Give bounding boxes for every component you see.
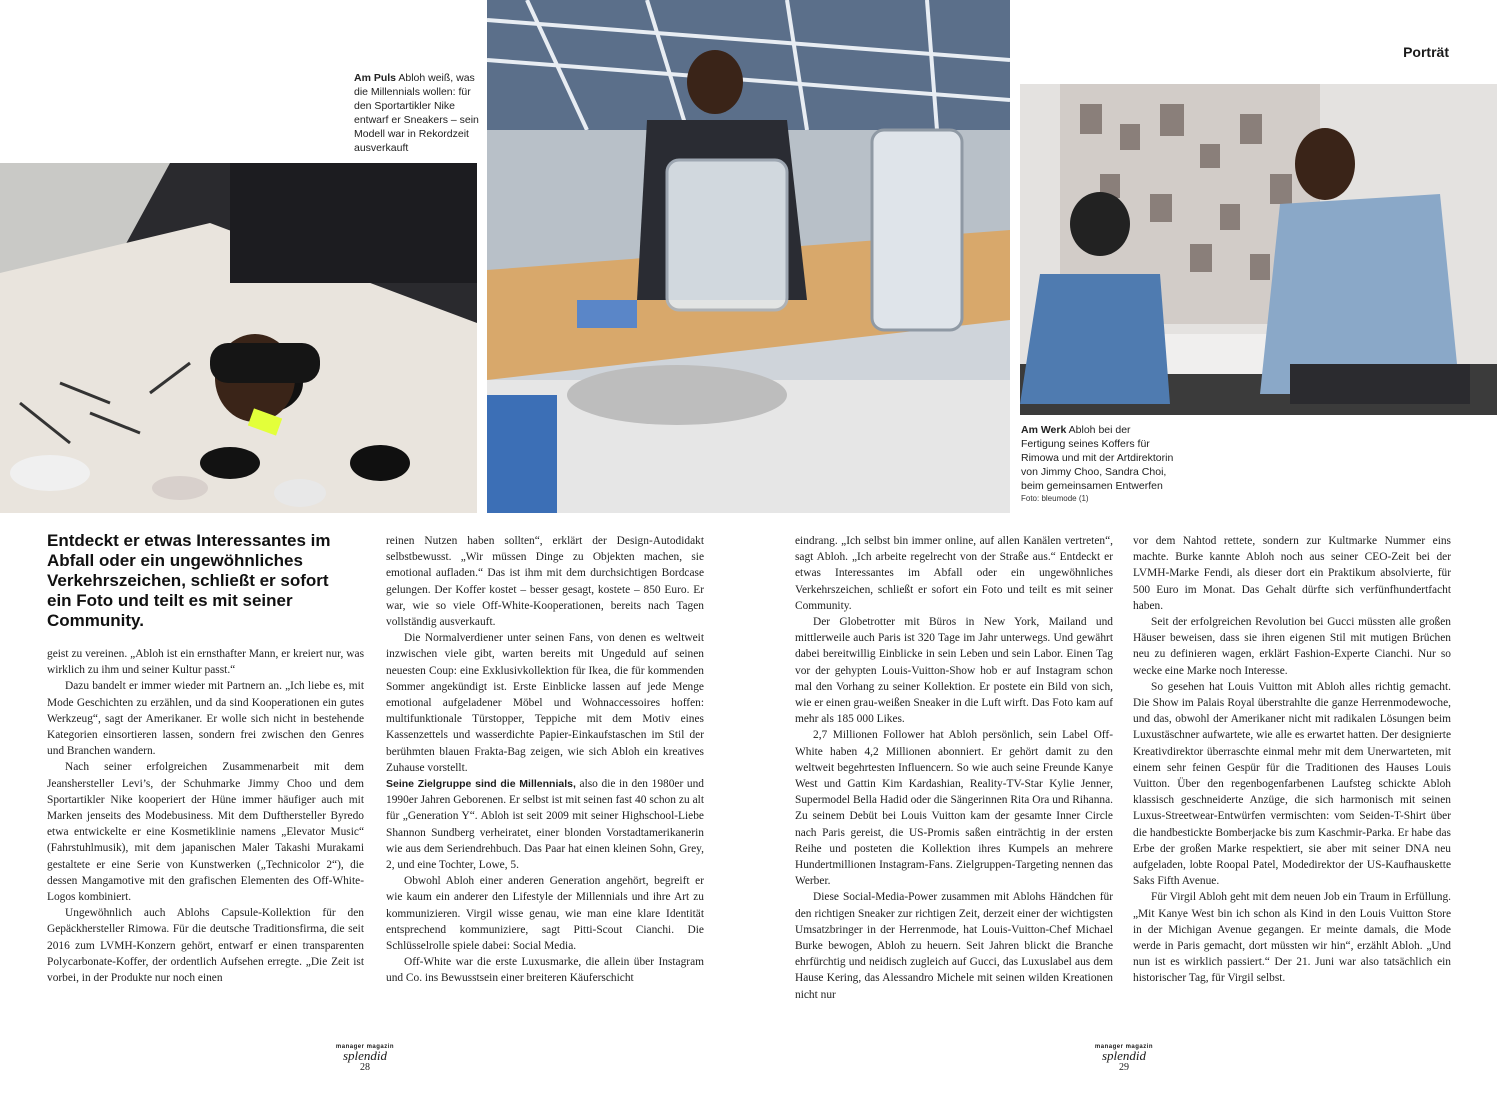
paragraph-lead-rest: also die in den 1980er und 1990er Jahren Geborenen. Er selbst ist mit seinen fast 40 schon zu alt für „Generation Y“. Abloh ist seit 2009 mit seiner Highschool-Liebe Shannon Sundberg verheiratet, einer blonden Vorstadtamerikanerin wie aus dem Seriendrehbuch. Das Paar hat einen kleinen Sohn, Grey, 2, und eine Tochter, Lowe, 5. — [386, 778, 705, 872]
paragraph: Die Normalverdiener unter seinen Fans, von denen es weltweit inzwischen viele gibt, warten bereits mit Ungeduld auf seinen neuesten Coup: eine Exklusivkollektion für Ikea, die für kommenden Sommer angekündigt ist. Erste Einblicke lassen auf jede Menge emotional aufgeladener Möbel und Wohnaccessoires hoffen: multifunktionale Türstopper, Teppiche mit dem Motiv eines Kassenzettels und wasserdichte Papier-Einkaufstaschen im Stil der berühmten blauen Frakta-Bag zeigen, wie sich Abloh ein kreatives Zuhause vorstellt. — [386, 632, 704, 774]
caption-right-title: Am Werk — [1021, 424, 1067, 436]
caption-right — [1021, 423, 1176, 493]
paragraph: So gesehen hat Louis Vuitton mit Abloh alles richtig gemacht. Die Show im Palais Royal überstrahlte die ganze Herrenmodewoche, und das, obwohl der Amerikaner nicht mit radikalen Lösungen beim Luxustäschner aufwartete, wie alle es erwartet hatten. Der designierte Kreativdirektor überraschte einmal mehr mit dem Unerwarteten, mit einem sehr feinen Gespür für die Traditionen des Hauses Louis Vuitton. Über den regenbogenfarbenen Laufsteg schickte Abloh klassisch geschneiderte Anzüge, die sich harmonisch mit seinen Luxus-Streetwear-Entwürfen vermischten: vom Seiden-T-Shirt über die handbestickte Bomberjacke bis zum Kaschmir-Parka. Er habe das Erbe der großen Marke respektiert, sie aber mit seiner DNA neu aufgeladen, lobte Roopal Patel, Modedirektor der US-Kaufhauskette Saks Fifth Avenue. — [1133, 680, 1451, 888]
photo-rimowa-workshop — [487, 0, 1010, 513]
folio-magazine: splendid — [342, 1048, 388, 1063]
paragraph: Obwohl Abloh einer anderen Generation angehört, begreift er wie kaum ein anderer den Lifestyle der Millennials und ihre Art zu kommunizieren. Virgil wisse genau, wie man eine klare Identität entsprechend kommuniziere, sagt Pitti-Scout Cianchi. Die Schlüsselrolle spiele dabei: Social Media. — [386, 875, 704, 953]
page-number: 28 — [360, 1062, 370, 1073]
folio-left — [325, 1044, 405, 1073]
folio-brand: manager magazin — [1094, 1044, 1154, 1050]
caption-left — [354, 71, 479, 155]
paragraph: Diese Social-Media-Power zusammen mit Ablohs Händchen für den richtigen Sneaker zur richtigen Zeit, derzeit einer der wichtigsten Umsatzbringer in der Herrenmode, hat Louis-Vuitton-Chef Michael Burke bewogen, Abloh zu heuern. Seit Jahren blickt die Branche ehrfürchtig und neidisch zugleich auf Gucci, das Luxuslabel aus dem Hause Kering, das Alessandro Michele mit seinen wilden Kreationen nicht nur — [795, 891, 1113, 1001]
paragraph: eindrang. „Ich selbst bin immer online, auf allen Kanälen vertreten“, sagt Abloh. „Ich arbeite regelrecht von der Straße aus.“ Entdeckt er etwas Interessantes im Abfall oder ein ungewöhnliches Verkehrszeichen, schließt er sofort ein Foto und teilt es mit seiner Community. — [795, 535, 1113, 612]
paragraph: Nach seiner erfolgreichen Zusammenarbeit mit dem Jeanshersteller Levi’s, der Schuhmarke Jimmy Choo und dem Sportartikler Nike kooperiert der Hüne immer häufiger auch mit Marken jenseits des Modebusiness. Mit dem Dufthersteller Byredo etwa entwickelte er eine Kosmetiklinie namens „Elevator Music“ (Fahrstuhlmusik), mit dem japanischen Maler Takashi Murakami gestaltete er eine Serie von Kunstwerken („Technicolor 2“), die dessen Mangamotive mit den grafischen Elementen des Off-White-Logos kombiniert. — [47, 761, 364, 904]
paragraph: Seit der erfolgreichen Revolution bei Gucci müssten alle großen Häuser beweisen, dass sie ihren eigenen Stil mit mutigen Brüchen neu zu definieren wagen, erklärt Fashion-Experte Cianchi. Nur so wecke eine Marke noch Interesse. — [1133, 616, 1451, 677]
section-label: Porträt — [1403, 44, 1449, 60]
folio-right — [1084, 1044, 1164, 1073]
text-column-2 — [386, 533, 704, 987]
caption-left-title: Am Puls — [354, 72, 397, 84]
text-column-1 — [47, 646, 364, 986]
paragraph: Der Globetrotter mit Büros in New York, Mailand und mittlerweile auch Paris ist 320 Tage im Jahr unterwegs. Und gewährt dabei bereitwillig Einblicke in sein Leben und sein Labor. Einen Tag vor der gehypten Louis-Vuitton-Show hob er auf Instagram schon mal den Vorhang zu seiner Kollektion. Er postete ein Bild von sich, wie er einen grau-weißen Sneaker in die Luft wirft. Das Foto kam auf mehr als 185 000 Likes. — [795, 616, 1113, 726]
photo-sneaker-desk — [0, 163, 477, 513]
paragraph: 2,7 Millionen Follower hat Abloh persönlich, sein Label Off-White haben 4,2 Millionen abonniert. Er gehört damit zu den weltweit begehrtesten Influencern. So wie auch seine Freunde Kanye West und Gattin Kim Kardashian, Reality-TV-Star Kylie Jenner, Supermodel Bella Hadid oder die Sängerinnen Rita Ora und Rihanna. Zu seinem Debüt bei Louis Vuitton kam der gesamte Inner Circle nach Paris gereist, die US-Promis saßen einträchtig in der ersten Reihe und posteten die Kollektion ihres Kumpels an mehrere Hundertmillionen Instagram-Fans. Zielgruppen-Targeting nennen das Werber. — [795, 729, 1113, 888]
paragraph: vor dem Nahtod rettete, sondern zur Kultmarke Nummer eins machte. Burke kannte Abloh noch aus seiner CEO-Zeit bei der LVMH-Marke Fendi, als dieser dort ein Praktikum absolvierte, für 500 Euro im Monat. Das Gehalt dürfte sich verfünfhundertfacht haben. — [1133, 535, 1451, 612]
caption-left-text: Abloh weiß, was die Millennials wollen: für den Sportartikler Nike entwarf er Sneakers – sein Modell war in Rekordzeit ausverkauft — [354, 72, 479, 154]
photo-credit: Foto: bleumode (1) — [1021, 494, 1089, 503]
photo-jimmy-choo-studio — [1020, 84, 1497, 415]
paragraph: Ungewöhnlich auch Ablohs Capsule-Kollektion für den Gepäckhersteller Rimowa. Für die deutsche Traditionsfirma, die seit 2016 zum LVMH-Konzern gehört, entwarf er einen transparenten Polycarbonate-Koffer, der ordentlich Aufsehen erregte. „Die Zeit ist vorbei, in der Produkte nur noch einen — [47, 907, 364, 985]
paragraph-lead: Seine Zielgruppe sind die Millennials, — [386, 778, 576, 791]
folio-magazine: splendid — [1101, 1048, 1147, 1063]
paragraph: Für Virgil Abloh geht mit dem neuen Job ein Traum in Erfüllung. „Mit Kanye West bin ich schon als Kind in den Louis Vuitton Store in der Michigan Avenue gegangen. Er meinte damals, die Mode werde in Paris gemacht, dort müssten wir hin“, erzählt Abloh. „Und nun ist es wirklich passiert.“ Der 21. Juni war also tatsächlich ein historischer Tag, für Virgil selbst. — [1133, 891, 1451, 985]
caption-right-text: Abloh bei der Fertigung seines Koffers für Rimowa und mit der Artdirektorin von Jimmy Choo, Sandra Choi, beim gemeinsamen Entwerfen — [1021, 424, 1174, 492]
paragraph: Off-White war die erste Luxusmarke, die allein über Instagram und Co. ins Bewusstsein einer breiteren Käuferschicht — [386, 956, 704, 985]
paragraph-with-lead — [386, 776, 704, 873]
text-column-3 — [795, 533, 1113, 1003]
paragraph: reinen Nutzen haben sollten“, erklärt der Design-Autodidakt selbstbewusst. „Wir müssen Dinge zu Objekten machen, sie emotional aufladen.“ Das ist ihm mit dem durchsichtigen Bordcase gelungen. Der Koffer kostet – besser gesagt, kostete – 850 Euro. Er war, wie so viele Off-White-Kooperationen, bereits nach Tagen vollständig ausverkauft. — [386, 535, 704, 629]
page-number: 29 — [1119, 1062, 1129, 1073]
folio-brand: manager magazin — [335, 1044, 395, 1050]
paragraph: geist zu vereinen. „Abloh ist ein ernsthafter Mann, er kreiert nur, was wirklich zu ihm und seiner Kultur passt.“ — [47, 648, 364, 677]
pull-quote: Entdeckt er etwas Interessantes im Abfall oder ein ungewöhnliches Verkehrszeichen, schließt er sofort ein Foto und teilt es mit seiner Community. — [47, 531, 331, 630]
text-column-4 — [1133, 533, 1451, 987]
paragraph: Dazu bandelt er immer wieder mit Partnern an. „Ich liebe es, mit Mode Geschichten zu erzählen, und da sind Kooperationen ein gutes Werkzeug“, sagt der Amerikaner. Er wolle sich nicht in bestehende Kategorien einsortieren lassen, sondern frei zwischen den Genres und Branchen wandern. — [47, 680, 364, 758]
